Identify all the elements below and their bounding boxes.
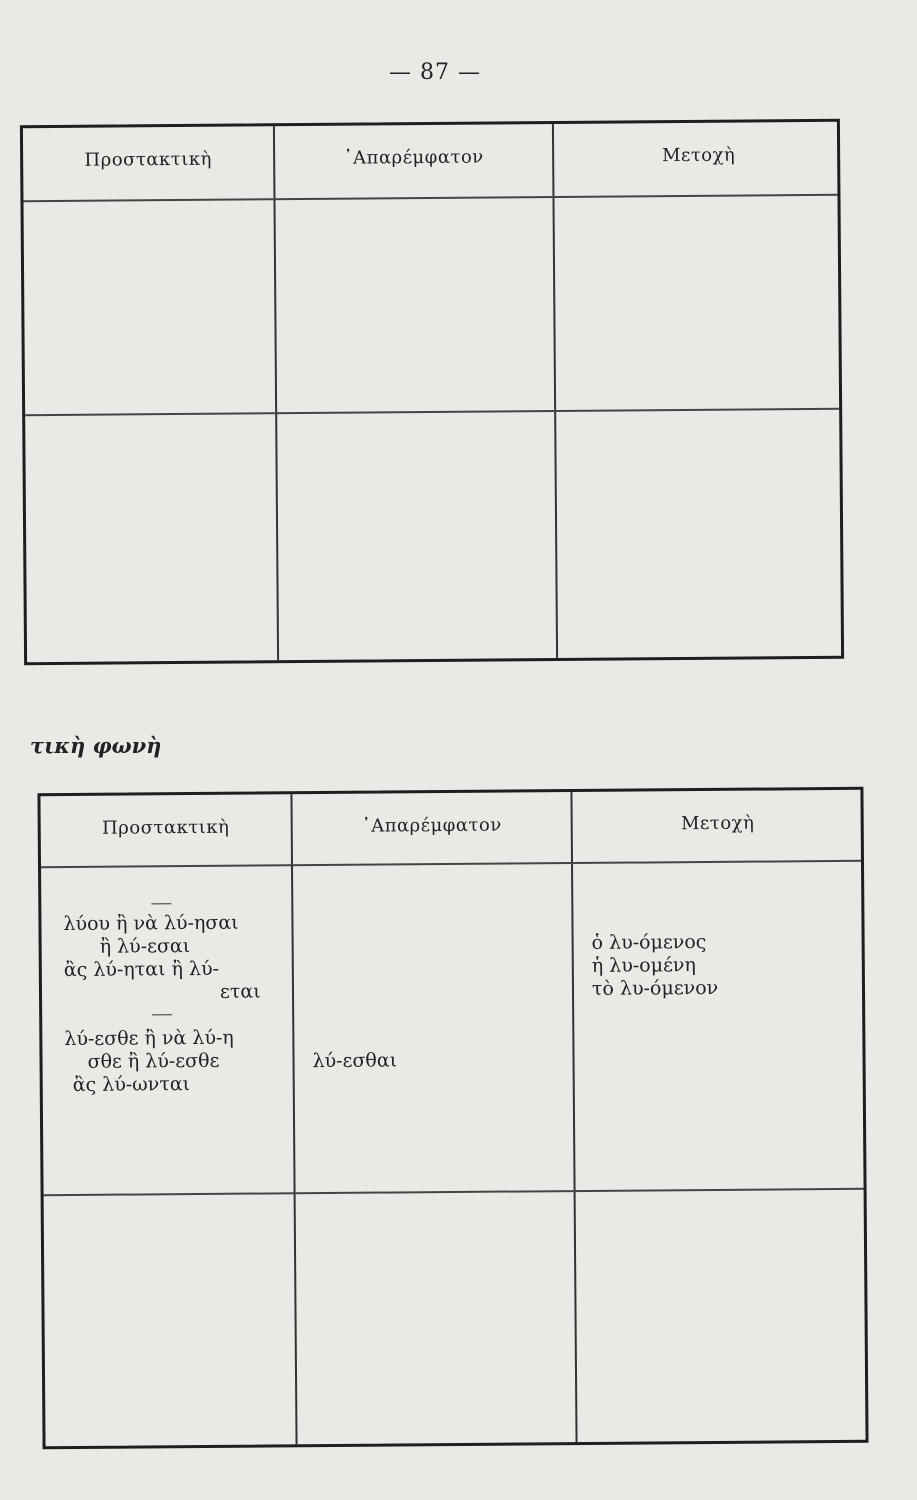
participle-line: ἡ λυ-ομένη — [591, 954, 696, 977]
header-participle: Μετοχὴ — [661, 144, 736, 167]
header-imperative: Προστακτικὴ — [101, 816, 230, 839]
imperative-line: λύου ἢ νὰ λύ-ησαι — [63, 911, 239, 936]
infinitive-cell: λύ-εσθαι — [312, 1049, 398, 1073]
imperative-line: εται — [219, 980, 261, 1003]
imperative-line: ἢ λύ-εσαι — [99, 935, 191, 958]
imperative-cell — [41, 902, 293, 1097]
dash-separator — [151, 903, 171, 904]
column-divider — [552, 124, 558, 658]
imperative-line: λύ-εσθε ἢ νὰ λύ-η — [64, 1026, 234, 1051]
column-divider — [290, 794, 297, 1444]
header-participle: Μετοχὴ — [680, 812, 755, 835]
imperative-line: ἂς λύ-ωνται — [72, 1073, 191, 1096]
participle-cell — [592, 931, 719, 1001]
participle-line: τὸ λυ-όμενον — [591, 976, 719, 1000]
participle-line: ὁ λυ-όμενος — [591, 931, 707, 954]
imperative-line: ἂς λύ-ηται ἢ λύ- — [63, 957, 220, 982]
imperative-line: σθε ἢ λύ-εσθε — [87, 1049, 220, 1073]
header-infinitive: ᾿Απαρέμφατον — [361, 814, 502, 837]
conjugation-table-lower — [37, 787, 868, 1449]
dash-separator — [152, 1014, 172, 1015]
page-number: — 87 — — [389, 60, 481, 85]
column-divider — [570, 792, 577, 1442]
column-divider — [273, 126, 279, 660]
header-divider — [41, 860, 861, 868]
section-heading: τικὴ φωνὴ — [30, 733, 162, 758]
header-infinitive: ᾿Απαρέμφατον — [343, 146, 484, 169]
row-divider — [44, 1188, 864, 1196]
row-divider — [25, 408, 839, 416]
header-imperative: Προστακτικὴ — [84, 148, 212, 171]
header-divider — [23, 194, 837, 202]
conjugation-table-upper — [20, 119, 844, 665]
